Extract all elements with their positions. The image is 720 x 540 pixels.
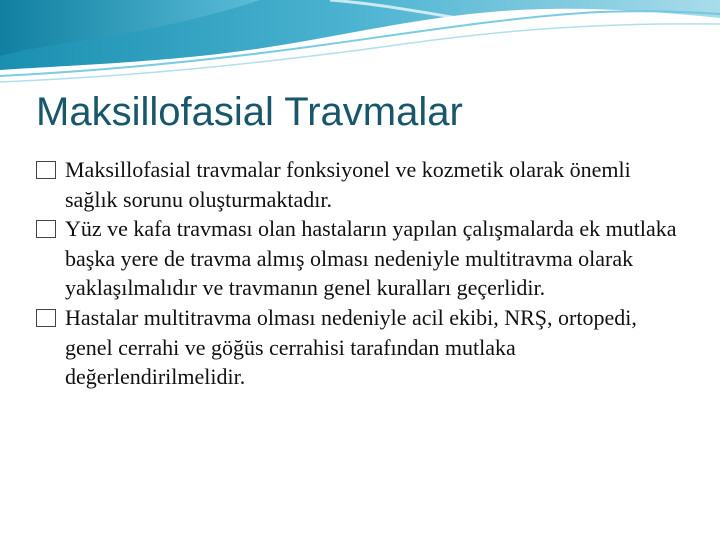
bullet-list: [36, 155, 686, 392]
bullet-text: Hastalar multitravma olması nedeniyle acil ekibi, NRŞ, ortopedi, genel cerrahi ve göğüs cerrahisi tarafından mutlaka değerlendirilmelidir.: [65, 304, 637, 390]
bullet-item: [36, 155, 686, 214]
bullet-text: Yüz ve kafa travması olan hastaların yapılan çalışmalarda ek mutlaka başka yere de travma almış olması nedeniyle multitravma olarak yaklaşılmalıdır ve travmanın genel kuralları geçerlidir.: [65, 216, 677, 301]
bullet-item: [36, 303, 686, 392]
bullet-box-icon: [36, 220, 56, 238]
slide-title: Maksillofasial Travmalar: [36, 90, 463, 134]
bullet-item: [36, 214, 686, 303]
decorative-wave-banner: [0, 0, 720, 90]
bullet-box-icon: [36, 309, 56, 327]
bullet-box-icon: [36, 161, 56, 179]
bullet-text: Maksillofasial travmalar fonksiyonel ve kozmetik olarak önemli sağlık sorunu oluşturmaktadır.: [65, 157, 631, 212]
